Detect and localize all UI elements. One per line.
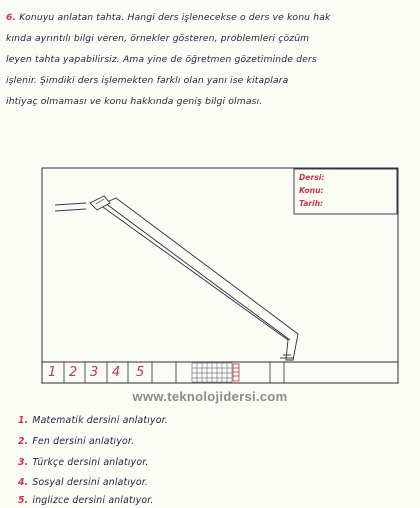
info-label-ders: Dersi: <box>299 173 325 182</box>
red-indicators <box>233 364 239 381</box>
option-3: 3. Türkçe dersini anlatıyor. <box>18 457 149 468</box>
projector-beam <box>55 203 86 211</box>
info-label-tarih: Tarih: <box>299 199 324 208</box>
question-line-1: 6. Konuyu anlatan tahta. Hangi ders işlenecekse o ders ve konu hak <box>6 12 331 23</box>
projector-head-icon <box>90 196 110 210</box>
slot-2: 2 <box>69 365 78 380</box>
info-label-konu: Konu: <box>299 186 324 195</box>
question-line-4: işlenir. Şimdiki ders işlemekten farklı olan yanı ise kitaplara <box>6 75 289 86</box>
option-4: 4. Sosyal dersini anlatıyor. <box>18 477 149 488</box>
slot-4: 4 <box>112 365 121 380</box>
option-2: 2. Fen dersini anlatıyor. <box>18 436 135 447</box>
slot-3: 3 <box>90 365 99 380</box>
option-5: 5. inglizce dersini anlatıyor. <box>18 495 154 506</box>
question-line-2: kında ayrıntılı bilgi veren, örnekler gösteren, problemleri çözüm <box>6 33 310 44</box>
question-line-3: leyen tahta yapabilirsiz. Ama yine de öğretmen gözetiminde ders <box>6 54 317 65</box>
question-line-5: ihtiyaç olmaması ve konu hakkında geniş bilgi olması. <box>6 96 263 107</box>
speaker-grid <box>192 363 232 382</box>
option-1: 1. Matematik dersini anlatıyor. <box>18 415 168 426</box>
question-number: 6. <box>6 12 17 23</box>
arm-base <box>280 355 294 358</box>
slot-5: 5 <box>136 365 145 380</box>
info-labels <box>299 171 324 210</box>
watermark: www.teknolojidersi.com <box>132 389 288 404</box>
projector-arm <box>100 198 298 360</box>
slot-1: 1 <box>48 365 57 380</box>
